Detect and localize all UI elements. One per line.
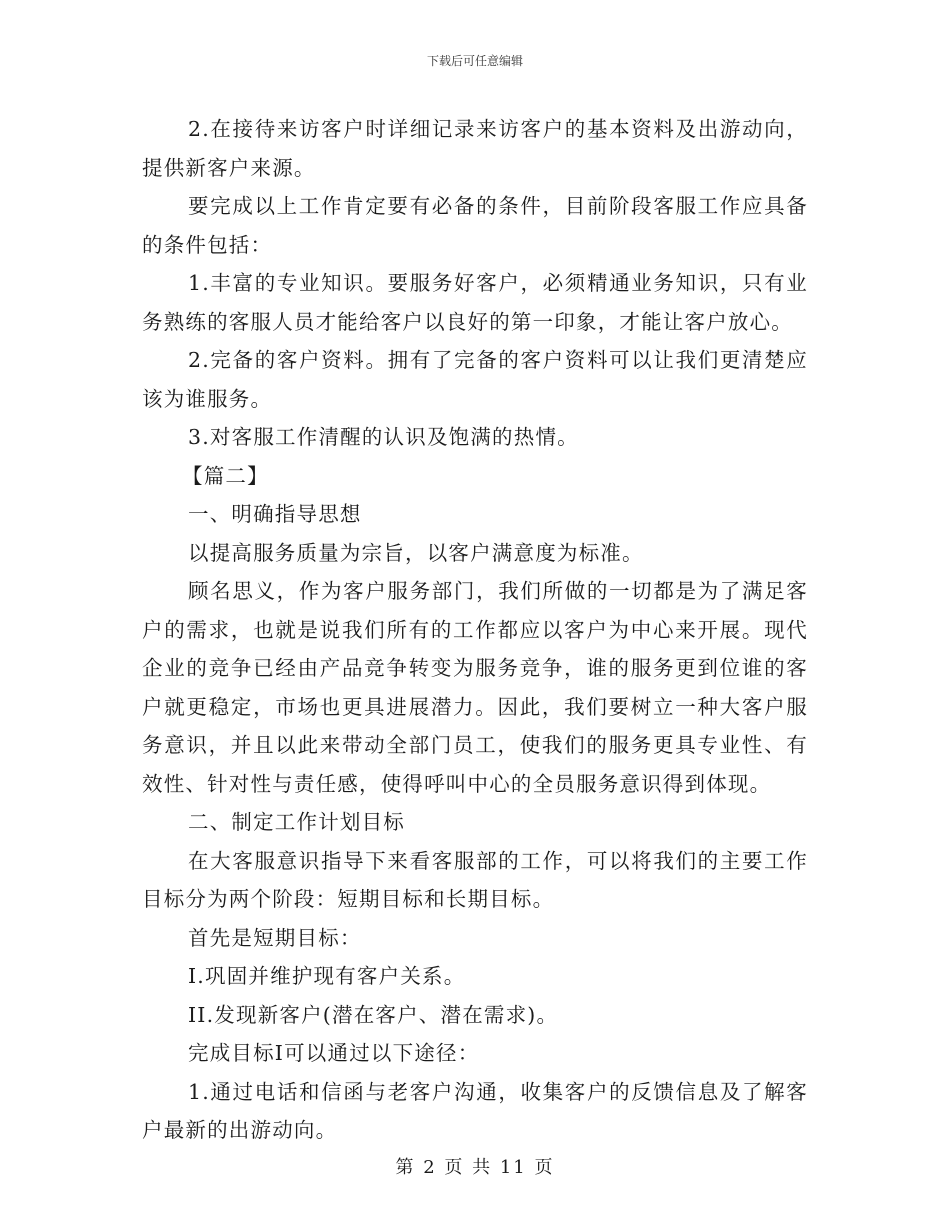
list-item: I.巩固并维护现有客户关系。	[188, 964, 466, 988]
paragraph: 2.完备的客户资料。拥有了完备的客户资料可以让我们更清楚应该为谁服务。	[142, 348, 808, 411]
page-footer: 第 2 页 共 11 页	[395, 1157, 555, 1178]
subheading: 二、制定工作计划目标	[188, 810, 405, 834]
paragraph: 在大客服意识指导下来看客服部的工作，可以将我们的主要工作目标分为两个阶段：短期目标和长期目标。	[142, 848, 808, 911]
paragraph: 3.对客服工作清醒的认识及饱满的热情。	[188, 425, 579, 449]
paragraph: 首先是短期目标：	[188, 925, 362, 950]
subheading: 一、明确指导思想	[188, 502, 362, 526]
page-header: 下载后可任意编辑	[426, 54, 523, 68]
section-heading: 【篇二】	[182, 463, 269, 488]
paragraph: 顾名思义，作为客户服务部门，我们所做的一切都是为了满足客户的需求，也就是说我们所有的工作都应以客户为中心来开展。现代企业的竞争已经由产品竞争转变为服务竞争，谁的服务更到位谁的客户就更稳定，市场也更具进展潜力。因此，我们要树立一种大客户服务意识，并且以此来带动全部门员工，使我们的服务更具专业性、有效性、针对性与责任感，使得呼叫中心的全员服务意识得到体现。	[142, 579, 808, 796]
document-body	[142, 110, 808, 1150]
list-item: II.发现新客户(潜在客户、潜在需求)。	[188, 1002, 559, 1027]
paragraph: 2.在接待来访客户时详细记录来访客户的基本资料及出游动向，提供新客户来源。	[142, 117, 808, 180]
paragraph: 以提高服务质量为宗旨，以客户满意度为标准。	[188, 540, 644, 565]
paragraph: 完成目标I可以通过以下途径：	[188, 1041, 480, 1065]
paragraph: 1.丰富的专业知识。要服务好客户，必须精通业务知识，只有业务熟练的客服人员才能给客户以良好的第一印象，才能让客户放心。	[142, 271, 808, 334]
list-item: 1.通过电话和信函与老客户沟通，收集客户的反馈信息及了解客户最新的出游动向。	[142, 1079, 808, 1142]
paragraph: 要完成以上工作肯定要有必备的条件，目前阶段客服工作应具备的条件包括：	[142, 194, 808, 257]
